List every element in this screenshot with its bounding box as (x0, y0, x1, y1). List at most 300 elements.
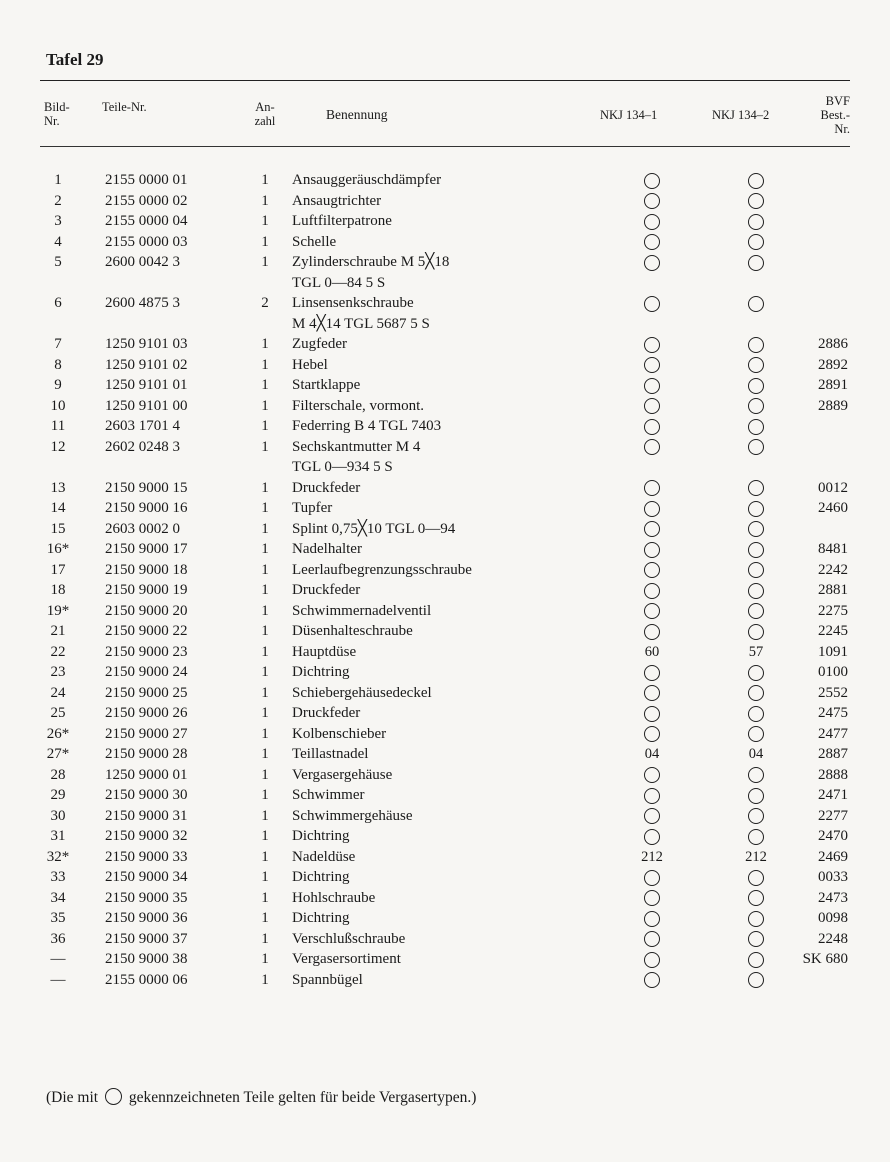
table-row (0, 806, 890, 827)
nkj-134-2-cell (732, 929, 780, 950)
circle-mark-icon (644, 583, 660, 599)
anzahl: 1 (261, 848, 269, 865)
bvf-best-nr: 2471 (818, 787, 848, 803)
anzahl: 2 (261, 295, 269, 311)
teile-nr: 2150 9000 20 (105, 602, 188, 619)
table-row (0, 191, 890, 212)
circle-mark-icon (748, 234, 764, 250)
teile-nr: 2150 9000 31 (105, 807, 188, 824)
circle-mark-icon (644, 726, 660, 742)
teile-nr: 1250 9000 01 (105, 766, 188, 783)
anzahl: 1 (261, 561, 269, 578)
bild-nr: 17 (50, 561, 66, 578)
header-anzahl-line2: zahl (254, 114, 276, 128)
circle-mark-icon (748, 870, 764, 886)
benennung-line: Dichtring (292, 828, 350, 844)
bild-nr: 18 (50, 582, 66, 598)
teile-nr: 2155 0000 06 (105, 971, 188, 988)
benennung-line: Dichtring (292, 910, 350, 926)
nkj-134-1-cell (628, 416, 676, 437)
header-bild-line2: Nr. (44, 114, 60, 128)
bild-nr: 13 (50, 479, 66, 496)
nkj-134-1-cell (628, 498, 676, 519)
anzahl: 1 (261, 541, 269, 557)
circle-mark-icon (644, 665, 660, 681)
circle-mark-icon (748, 214, 764, 230)
circle-mark-icon (644, 808, 660, 824)
circle-mark-icon (644, 419, 660, 435)
anzahl: 1 (261, 438, 269, 455)
benennung-line: Sechskantmutter M 4 (292, 438, 421, 455)
circle-mark-icon (748, 173, 764, 189)
table-row (0, 724, 890, 745)
circle-mark-icon (748, 255, 764, 271)
circle-mark-icon (644, 972, 660, 988)
anzahl: 1 (261, 233, 269, 250)
nkj-134-2-cell (732, 252, 780, 273)
nkj-134-1-cell (628, 683, 676, 704)
bvf-best-nr: 2889 (818, 397, 848, 414)
teile-nr: 2150 9000 24 (105, 664, 188, 680)
benennung (292, 683, 432, 704)
bild-nr: 29 (50, 787, 66, 803)
nkj-134-2-cell (732, 416, 780, 437)
benennung-line: Dichtring (292, 869, 350, 885)
teile-nr: 2150 9000 17 (105, 541, 188, 557)
bvf-best-nr: 2892 (818, 356, 848, 373)
bvf-best-nr: 0012 (818, 479, 848, 496)
benennung-line: Schelle (292, 233, 337, 250)
nkj-134-2-cell (732, 334, 780, 355)
nkj-134-1-cell (628, 703, 676, 724)
benennung (292, 191, 381, 212)
benennung (292, 601, 431, 622)
benennung (292, 785, 365, 806)
benennung (292, 519, 455, 540)
bild-nr: 27* (46, 746, 70, 762)
anzahl: 1 (261, 971, 269, 988)
benennung (292, 744, 368, 765)
benennung-line: Vergasergehäuse (292, 766, 393, 783)
header-bvf-line2: Best.- (820, 108, 850, 122)
header-bvf-best-nr (802, 94, 850, 136)
benennung (292, 211, 392, 232)
table-row (0, 498, 890, 519)
nkj-134-1-cell (628, 375, 676, 396)
anzahl: 1 (261, 725, 269, 742)
benennung-line: Kolbenschieber (292, 725, 387, 742)
benennung-line: Zylinderschraube M 5╳18 (292, 254, 450, 270)
benennung-line: M 4╳14 TGL 5687 5 S (292, 315, 430, 332)
nkj-134-1-cell (628, 170, 676, 191)
bvf-best-nr: 2552 (818, 684, 848, 701)
bvf-best-nr: 2886 (818, 336, 848, 352)
teile-nr: 2602 0248 3 (105, 438, 180, 455)
benennung-line: Hohlschraube (292, 889, 376, 906)
benennung-line: Schwimmergehäuse (292, 807, 413, 824)
nkj-134-2-cell (732, 293, 780, 314)
table-row (0, 601, 890, 622)
benennung-line: Filterschale, vormont. (292, 397, 425, 414)
bvf-best-nr: 2245 (818, 623, 848, 639)
bild-nr: — (50, 951, 66, 967)
table-row (0, 908, 890, 929)
benennung (292, 232, 336, 253)
nkj-134-1-cell (628, 867, 676, 888)
nkj-134-1-cell (628, 826, 676, 847)
anzahl: 1 (261, 889, 269, 906)
table-row (0, 375, 890, 396)
bvf-best-nr: 2477 (818, 725, 848, 742)
table-row (0, 949, 890, 970)
circle-mark-icon (644, 562, 660, 578)
benennung (292, 847, 355, 868)
bvf-best-nr: 2475 (818, 705, 848, 721)
bvf-best-nr: SK 680 (802, 951, 848, 967)
nkj-134-2-cell (732, 396, 780, 417)
circle-mark-icon (748, 419, 764, 435)
benennung (292, 252, 449, 293)
circle-mark-icon (748, 296, 764, 312)
circle-mark-icon (748, 583, 764, 599)
benennung-line: Linsensenkschraube (292, 295, 414, 311)
anzahl: 1 (261, 397, 269, 414)
circle-mark-icon (748, 911, 764, 927)
circle-mark-icon (748, 562, 764, 578)
variant-value: 60 (644, 643, 660, 660)
header-benennung: Benennung (326, 107, 388, 122)
bild-nr: 12 (50, 438, 66, 455)
table-row (0, 662, 890, 683)
table-row (0, 888, 890, 909)
table-row (0, 170, 890, 191)
circle-mark-icon (748, 337, 764, 353)
nkj-134-1-cell (628, 560, 676, 581)
table-row (0, 416, 890, 437)
bild-nr: 24 (50, 684, 66, 701)
variant-value: 04 (748, 746, 764, 762)
bild-nr: 2 (54, 192, 62, 209)
teile-nr: 1250 9101 01 (105, 377, 188, 393)
benennung (292, 416, 441, 437)
benennung-line: Vergasersortiment (292, 951, 401, 967)
anzahl: 1 (261, 377, 269, 393)
teile-nr: 2603 1701 4 (105, 418, 180, 434)
circle-mark-icon (748, 808, 764, 824)
teile-nr: 2155 0000 04 (105, 213, 188, 229)
benennung-line: Druckfeder (292, 479, 361, 496)
table-row (0, 232, 890, 253)
table-row (0, 211, 890, 232)
benennung-line: Schwimmer (292, 787, 365, 803)
benennung-line: Druckfeder (292, 705, 361, 721)
benennung-line: Hebel (292, 356, 328, 373)
table-row (0, 560, 890, 581)
bild-nr: 22 (50, 643, 66, 660)
anzahl: 1 (261, 602, 269, 619)
bvf-best-nr: 2473 (818, 889, 848, 906)
benennung-line: Ansauggeräuschdämpfer (292, 172, 442, 188)
benennung (292, 929, 405, 950)
table-row (0, 785, 890, 806)
table-row (0, 744, 890, 765)
table-row (0, 703, 890, 724)
nkj-134-1-cell (628, 580, 676, 601)
bild-nr: 4 (54, 233, 62, 250)
bvf-best-nr: 2248 (818, 930, 848, 947)
benennung-line: Zugfeder (292, 336, 347, 352)
nkj-134-2-cell (732, 211, 780, 232)
teile-nr: 2150 9000 18 (105, 561, 188, 578)
anzahl: 1 (261, 336, 269, 352)
circle-mark-icon (644, 296, 660, 312)
anzahl: 1 (261, 500, 269, 516)
nkj-134-1-cell (628, 519, 676, 540)
circle-symbol-icon (105, 1088, 122, 1105)
table-row (0, 437, 890, 478)
benennung (292, 662, 350, 683)
benennung (292, 765, 392, 786)
variant-value: 04 (644, 746, 660, 762)
header-bild-line1: Bild- (44, 100, 70, 114)
table-row (0, 252, 890, 293)
circle-mark-icon (644, 439, 660, 455)
circle-mark-icon (644, 501, 660, 517)
bvf-best-nr: 0033 (818, 869, 848, 885)
teile-nr: 2155 0000 01 (105, 172, 188, 188)
nkj-134-2-cell (732, 191, 780, 212)
teile-nr: 2150 9000 22 (105, 623, 188, 639)
circle-mark-icon (644, 870, 660, 886)
table-row (0, 970, 890, 991)
table-row (0, 355, 890, 376)
nkj-134-1-cell (628, 191, 676, 212)
header-nkj-134-1: NKJ 134–1 (600, 108, 658, 122)
bvf-best-nr: 2460 (818, 500, 848, 516)
nkj-134-2-cell (732, 703, 780, 724)
benennung-line: Düsenhalteschraube (292, 623, 413, 639)
nkj-134-2-cell (732, 601, 780, 622)
circle-mark-icon (748, 952, 764, 968)
header-bvf-line3: Nr. (834, 122, 850, 136)
nkj-134-2-cell (732, 170, 780, 191)
benennung-line: Leerlaufbegrenzungsschraube (292, 561, 472, 578)
circle-mark-icon (644, 706, 660, 722)
variant-value: 57 (748, 643, 764, 660)
nkj-134-2-cell (732, 621, 780, 642)
nkj-134-2-cell (732, 970, 780, 991)
circle-mark-icon (644, 357, 660, 373)
circle-mark-icon (748, 624, 764, 640)
circle-mark-icon (748, 542, 764, 558)
header-rule (40, 146, 850, 147)
bvf-best-nr: 2277 (818, 807, 848, 824)
benennung-line: Hauptdüse (292, 643, 357, 660)
teile-nr: 2150 9000 23 (105, 643, 188, 660)
anzahl: 1 (261, 930, 269, 947)
bild-nr: 35 (50, 910, 66, 926)
nkj-134-1-cell (628, 908, 676, 929)
benennung (292, 375, 360, 396)
circle-mark-icon (644, 173, 660, 189)
nkj-134-1-cell (628, 539, 676, 560)
circle-mark-icon (748, 501, 764, 517)
nkj-134-1-cell (628, 970, 676, 991)
table-row (0, 683, 890, 704)
circle-mark-icon (644, 193, 660, 209)
benennung (292, 867, 350, 888)
bild-nr: 10 (50, 397, 66, 414)
nkj-134-2-cell (732, 744, 780, 765)
benennung (292, 580, 360, 601)
header-bvf-line1: BVF (825, 94, 850, 108)
benennung (292, 826, 350, 847)
nkj-134-1-cell (628, 232, 676, 253)
bild-nr: 5 (54, 254, 62, 270)
circle-mark-icon (748, 193, 764, 209)
benennung (292, 949, 401, 970)
benennung-line: Dichtring (292, 664, 350, 680)
bild-nr: 3 (54, 213, 62, 229)
anzahl: 1 (261, 746, 269, 762)
teile-nr: 1250 9101 00 (105, 397, 188, 414)
bvf-best-nr: 2881 (818, 582, 848, 598)
benennung (292, 888, 375, 909)
teile-nr: 2150 9000 30 (105, 787, 188, 803)
bild-nr: 33 (50, 869, 66, 885)
benennung-line: Schwimmernadelventil (292, 602, 432, 619)
bvf-best-nr: 2887 (818, 746, 848, 762)
benennung-line: Teillastnadel (292, 746, 369, 762)
bvf-best-nr: 1091 (818, 643, 848, 660)
bild-nr: — (50, 971, 66, 988)
teile-nr: 2150 9000 38 (105, 951, 188, 967)
variant-value: 212 (745, 848, 767, 865)
bild-nr: 7 (54, 336, 62, 352)
circle-mark-icon (748, 788, 764, 804)
header-anzahl (248, 100, 282, 128)
circle-mark-icon (748, 972, 764, 988)
circle-mark-icon (644, 685, 660, 701)
table-row (0, 478, 890, 499)
nkj-134-2-cell (732, 888, 780, 909)
benennung (292, 539, 362, 560)
circle-mark-icon (644, 829, 660, 845)
parts-table (0, 170, 890, 990)
nkj-134-2-cell (732, 908, 780, 929)
circle-mark-icon (748, 398, 764, 414)
bild-nr: 21 (50, 623, 66, 639)
circle-mark-icon (748, 480, 764, 496)
teile-nr: 1250 9101 03 (105, 336, 188, 352)
teile-nr: 2150 9000 15 (105, 479, 188, 496)
table-row (0, 396, 890, 417)
benennung (292, 908, 350, 929)
teile-nr: 2150 9000 28 (105, 746, 188, 762)
circle-mark-icon (748, 767, 764, 783)
nkj-134-1-cell (628, 785, 676, 806)
teile-nr: 2150 9000 34 (105, 869, 188, 885)
nkj-134-1-cell (628, 478, 676, 499)
circle-mark-icon (644, 337, 660, 353)
nkj-134-2-cell (732, 437, 780, 458)
circle-mark-icon (644, 378, 660, 394)
top-rule (40, 80, 850, 81)
circle-mark-icon (748, 378, 764, 394)
nkj-134-1-cell (628, 601, 676, 622)
bvf-best-nr: 8481 (818, 541, 848, 557)
table-row (0, 539, 890, 560)
circle-mark-icon (644, 931, 660, 947)
nkj-134-2-cell (732, 765, 780, 786)
bild-nr: 30 (50, 807, 66, 824)
nkj-134-1-cell (628, 929, 676, 950)
circle-mark-icon (644, 788, 660, 804)
benennung (292, 334, 347, 355)
anzahl: 1 (261, 807, 269, 824)
bild-nr: 23 (50, 664, 66, 680)
variant-value: 212 (641, 848, 663, 865)
nkj-134-1-cell (628, 724, 676, 745)
teile-nr: 2150 9000 26 (105, 705, 188, 721)
circle-mark-icon (748, 357, 764, 373)
nkj-134-2-cell (732, 847, 780, 868)
anzahl: 1 (261, 356, 269, 373)
benennung (292, 642, 356, 663)
teile-nr: 2150 9000 33 (105, 848, 188, 865)
anzahl: 1 (261, 951, 269, 967)
anzahl: 1 (261, 828, 269, 844)
anzahl: 1 (261, 643, 269, 660)
anzahl: 1 (261, 418, 269, 434)
benennung-line: Luftfilterpatrone (292, 213, 392, 229)
benennung-line: Startklappe (292, 377, 361, 393)
nkj-134-1-cell (628, 211, 676, 232)
anzahl: 1 (261, 869, 269, 885)
anzahl: 1 (261, 520, 269, 537)
teile-nr: 1250 9101 02 (105, 356, 188, 373)
bvf-best-nr: 2891 (818, 377, 848, 393)
circle-mark-icon (644, 767, 660, 783)
bild-nr: 32* (46, 848, 70, 865)
circle-mark-icon (644, 255, 660, 271)
bild-nr: 8 (54, 356, 62, 373)
anzahl: 1 (261, 787, 269, 803)
anzahl: 1 (261, 684, 269, 701)
benennung-line: Schiebergehäusedeckel (292, 684, 432, 701)
table-row (0, 847, 890, 868)
bild-nr: 16* (46, 541, 70, 557)
anzahl: 1 (261, 582, 269, 598)
circle-mark-icon (644, 234, 660, 250)
bild-nr: 15 (50, 520, 66, 537)
bild-nr: 11 (50, 418, 66, 434)
nkj-134-1-cell (628, 765, 676, 786)
circle-mark-icon (748, 603, 764, 619)
benennung (292, 293, 430, 334)
table-row (0, 929, 890, 950)
nkj-134-1-cell (628, 888, 676, 909)
nkj-134-2-cell (732, 785, 780, 806)
table-row (0, 826, 890, 847)
circle-mark-icon (644, 890, 660, 906)
nkj-134-2-cell (732, 662, 780, 683)
footnote-text-before: (Die mit (46, 1089, 99, 1106)
benennung-line: TGL 0—934 5 S (292, 459, 393, 475)
anzahl: 1 (261, 479, 269, 496)
header-anzahl-line1: An- (255, 100, 275, 114)
circle-mark-icon (644, 624, 660, 640)
